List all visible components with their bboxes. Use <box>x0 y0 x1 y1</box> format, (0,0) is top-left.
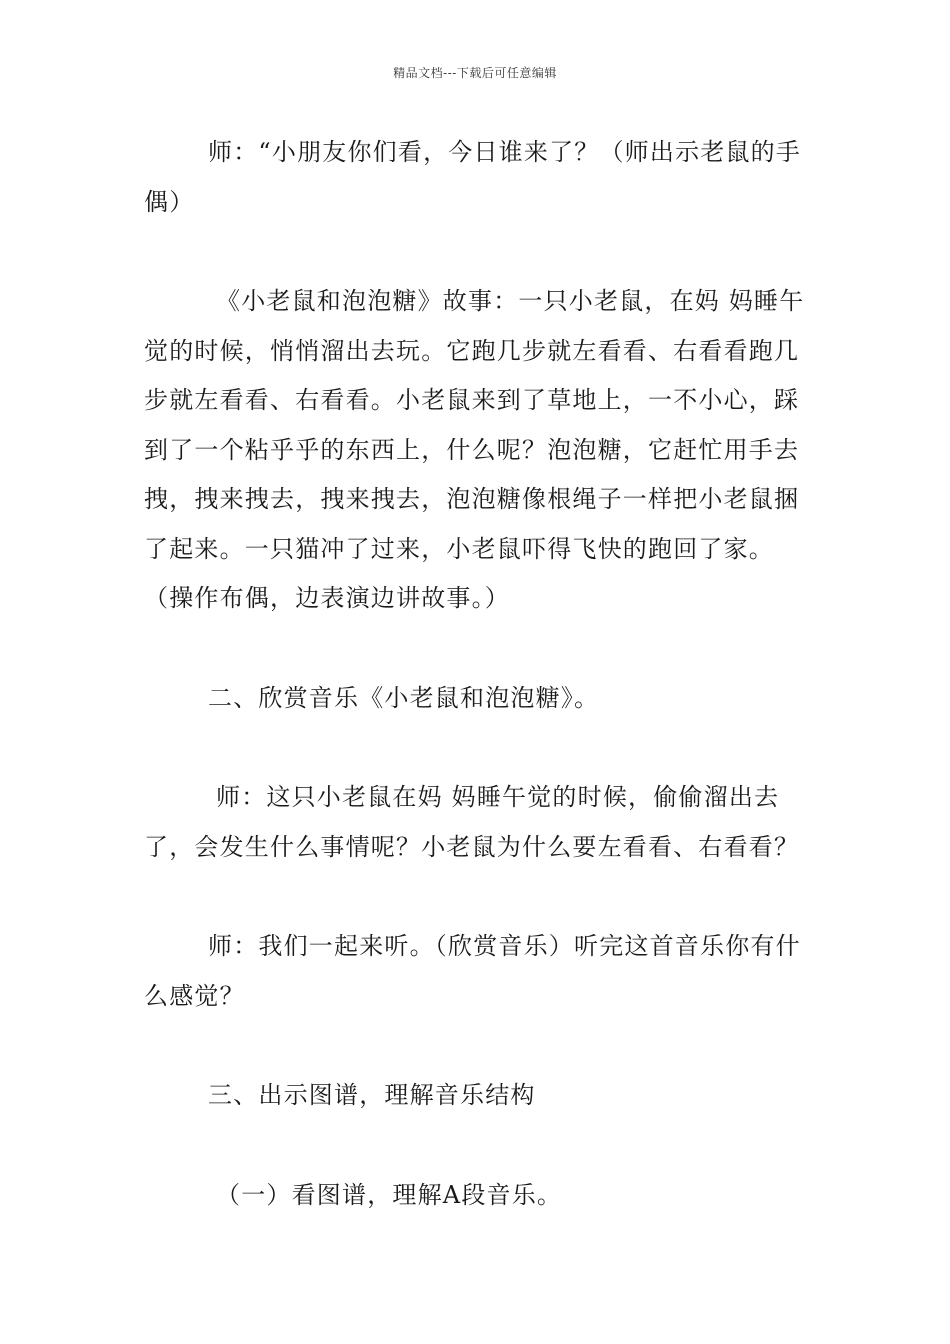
paragraph-teacher-intro: 师：“小朋友你们看，今日谁来了？（师出示老鼠的手偶） <box>144 138 802 216</box>
document-body <box>144 128 808 1270</box>
subsection-heading-a: （一）看图谱，理解A段音乐。 <box>216 1180 563 1209</box>
paragraph-teacher-question: 师：这只小老鼠在妈 妈睡午觉的时候，偷偷溜出去了，会发生什么事情呢？小老鼠为什么要左看看、右看看？ <box>144 783 800 861</box>
page-header: 精品文档---下载后可任意编辑 <box>393 66 557 80</box>
paragraph-story: 《小老鼠和泡泡糖》故事：一只小老鼠，在妈 妈睡午觉的时候，悄悄溜出去玩。它跑几步就左看看、右看看跑几步就左看看、右看看。小老鼠来到了草地上，一不小心，踩到了一个粘乎乎的东西上，什么呢？泡泡糖，它赶忙用手去拽，拽来拽去，拽来拽去，泡泡糖像根绳子一样把小老鼠捆了起来。一只猫冲了过来，小老鼠吓得飞快的跑回了家。（操作布偶，边表演边讲故事。） <box>144 287 805 612</box>
section-heading-chart: 三、出示图谱，理解音乐结构 <box>208 1081 536 1109</box>
paragraph-teacher-listen: 师：我们一起来听。（欣赏音乐）听完这首音乐你有什么感觉？ <box>144 932 801 1010</box>
section-heading-music: 二、欣赏音乐《小老鼠和泡泡糖》。 <box>208 683 600 712</box>
